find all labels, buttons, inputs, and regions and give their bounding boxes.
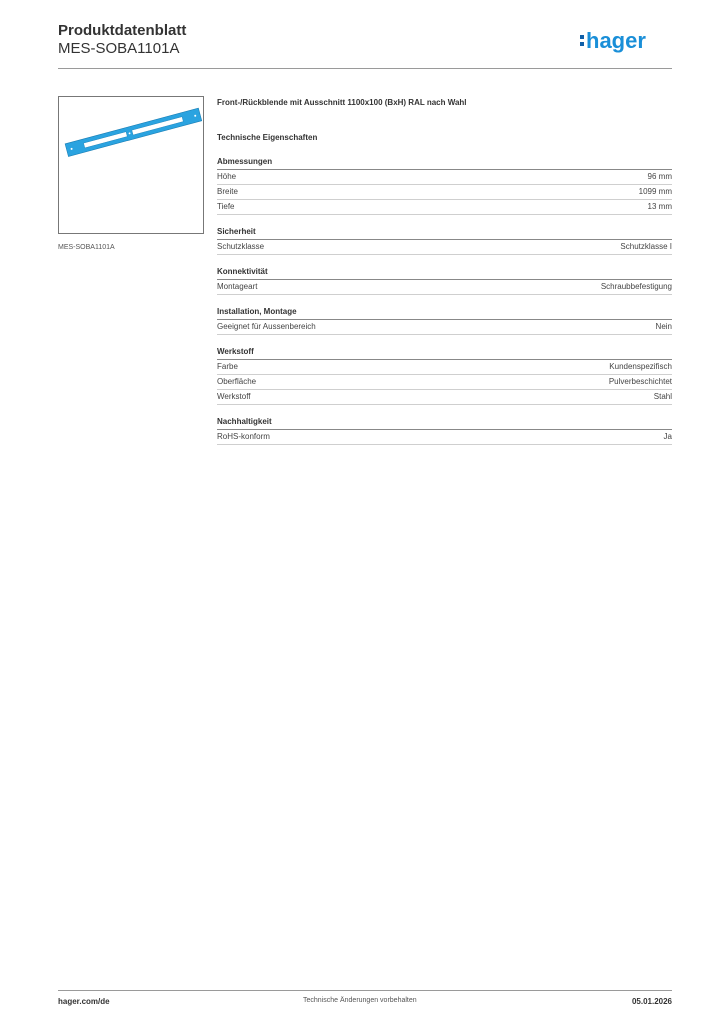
section-nachhaltigkeit xyxy=(217,415,672,445)
property-value: 13 mm xyxy=(647,202,672,211)
header-divider xyxy=(58,68,672,69)
property-label: Schutzklasse xyxy=(217,242,265,251)
product-title: Front-/Rückblende mit Ausschnitt 1100x100 (BxH) RAL nach Wahl xyxy=(217,98,467,107)
property-label: Geeignet für Aussenbereich xyxy=(217,322,316,331)
footer-date: 05.01.2026 xyxy=(631,997,672,1006)
property-value: Kundenspezifisch xyxy=(609,362,672,371)
hager-logo xyxy=(580,26,672,56)
property-label: Breite xyxy=(217,187,238,196)
product-image-frame xyxy=(58,96,204,234)
section-sicherheit xyxy=(217,225,672,255)
property-row xyxy=(217,170,672,185)
property-row xyxy=(217,240,672,255)
property-label: RoHS-konform xyxy=(217,432,270,441)
property-row xyxy=(217,360,672,375)
property-row xyxy=(217,390,672,405)
property-row xyxy=(217,280,672,295)
property-value: Ja xyxy=(663,432,672,441)
product-image xyxy=(59,97,205,235)
document-subtitle: MES-SOBA1101A xyxy=(58,40,180,57)
document-title: Produktdatenblatt xyxy=(58,22,187,39)
image-caption: MES-SOBA1101A xyxy=(58,244,115,251)
section-title: Konnektivität xyxy=(217,265,672,280)
property-label: Farbe xyxy=(217,362,238,371)
logo-dot-bottom xyxy=(580,42,584,46)
property-label: Höhe xyxy=(217,172,237,181)
property-value: Schraubbefestigung xyxy=(600,282,672,291)
property-value: 1099 mm xyxy=(638,187,672,196)
property-row xyxy=(217,185,672,200)
section-title: Werkstoff xyxy=(217,345,672,360)
section-title: Nachhaltigkeit xyxy=(217,415,672,430)
property-value: Pulverbeschichtet xyxy=(608,377,672,386)
section-title: Abmessungen xyxy=(217,155,672,170)
tech-properties-heading: Technische Eigenschaften xyxy=(217,133,318,142)
section-abmessungen xyxy=(217,155,672,215)
page-header xyxy=(58,22,672,70)
property-row xyxy=(217,375,672,390)
property-row xyxy=(217,430,672,445)
section-title: Installation, Montage xyxy=(217,305,672,320)
property-row xyxy=(217,320,672,335)
property-label: Oberfläche xyxy=(217,377,257,386)
property-label: Tiefe xyxy=(217,202,235,211)
product-details xyxy=(217,96,672,445)
section-werkstoff xyxy=(217,345,672,405)
property-value: Nein xyxy=(655,322,672,331)
property-value: 96 mm xyxy=(647,172,672,181)
footer-url[interactable]: hager.com/de xyxy=(58,997,110,1006)
footer-note: Technische Änderungen vorbehalten xyxy=(303,997,417,1004)
logo-dot-top xyxy=(580,35,584,39)
property-label: Montageart xyxy=(217,282,258,291)
section-konnektivitaet xyxy=(217,265,672,295)
property-label: Werkstoff xyxy=(217,392,251,401)
section-installation xyxy=(217,305,672,335)
property-value: Schutzklasse I xyxy=(620,242,672,251)
footer-divider xyxy=(58,990,672,991)
logo-text: hager xyxy=(586,28,646,53)
property-row xyxy=(217,200,672,215)
section-title: Sicherheit xyxy=(217,225,672,240)
property-value: Stahl xyxy=(653,392,672,401)
